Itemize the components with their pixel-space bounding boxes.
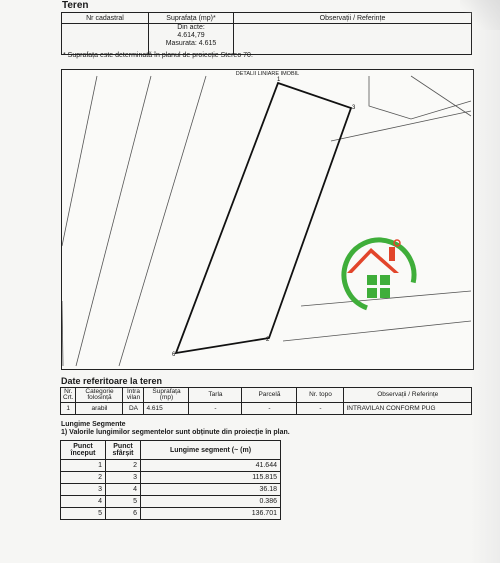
cell: 4 [61,496,106,508]
cell: - [242,403,297,415]
point-label: 1 [277,77,281,83]
suprafata-line: Masurata: 4.615 [165,40,217,47]
cell: 5 [106,496,141,508]
table-row [61,472,281,484]
segment-heading [61,421,290,437]
page-corner-shadow [460,0,500,30]
header-observatii: Observații / Referințe [234,13,472,24]
cell: 1 [61,460,106,472]
plot-drawing [62,70,473,369]
table-row [61,508,281,520]
header-lungime: Lungime segment (~ (m) [141,441,281,460]
header-punct-sfarsit: Punct sfârșit [106,441,141,460]
header-parcela: Parcelă [242,388,297,403]
cell: 4 [106,484,141,496]
cell: 3 [106,472,141,484]
point-label: 3 [352,105,356,111]
teren-table [61,12,472,55]
map-title: DETALII LINIARE IMOBIL [235,71,300,77]
parcel-outline [176,83,351,353]
section-title-teren: Teren [62,0,89,11]
cell: 0.386 [141,496,281,508]
point-label: 6 [172,352,176,358]
cell: 4.615 [144,403,189,415]
header-nr-cadastral: Nr cadastral [62,13,149,24]
cell: - [297,403,344,415]
scan-edge-shading [470,0,500,563]
land-data-table [60,387,472,415]
cell-suprafata [149,24,234,55]
cell: - [189,403,242,415]
cell: 1 [61,403,76,415]
table-row [61,460,281,472]
plot-map [61,69,474,370]
segment-title: Lungime Segmente [61,421,126,428]
header-punct-inceput: Punct început [61,441,106,460]
point-label: 2 [266,337,270,343]
header-intravilan: Intra vilan [123,388,144,403]
segment-table [60,440,281,520]
suprafata-line: 4.614,79 [177,32,205,39]
cell: arabil [76,403,123,415]
table-row [61,496,281,508]
cell: INTRAVILAN CONFORM PUG [344,403,472,415]
table-row [62,24,472,55]
table-header-row [62,13,472,24]
segment-subtitle: 1) Valorile lungimilor segmentelor sunt obținute din proiecție în plan. [61,429,290,436]
header-tarla: Tarla [189,388,242,403]
cell-nr-cadastral [62,24,149,55]
header-categorie: Categorie folosință [76,388,123,403]
suprafata-line: Din acte: [177,24,205,31]
cell: 5 [61,508,106,520]
table-row [61,484,281,496]
section-title-ref: Date referitoare la teren [61,376,163,386]
header-suprafata: Suprafața (mp)* [149,13,234,24]
house-logo-icon [334,230,424,320]
cell: 6 [106,508,141,520]
cell: 3 [61,484,106,496]
table-header-row [61,388,472,403]
cell: 36.18 [141,484,281,496]
cell: DA [123,403,144,415]
header-suprafata: Suprafața (mp) [144,388,189,403]
surface-note: * Suprafața este determinată în planul de proiecție Stereo 70. [63,52,253,59]
header-nr-topo: Nr. topo [297,388,344,403]
cell: 2 [106,460,141,472]
cell: 115.815 [141,472,281,484]
table-header-row [61,441,281,460]
table-row [61,403,472,415]
header-observatii: Observații / Referințe [344,388,472,403]
cell: 2 [61,472,106,484]
cell-observatii [234,24,472,55]
cell: 136.701 [141,508,281,520]
header-nr-crt: Nr. Crt. [61,388,76,403]
cell: 41.644 [141,460,281,472]
